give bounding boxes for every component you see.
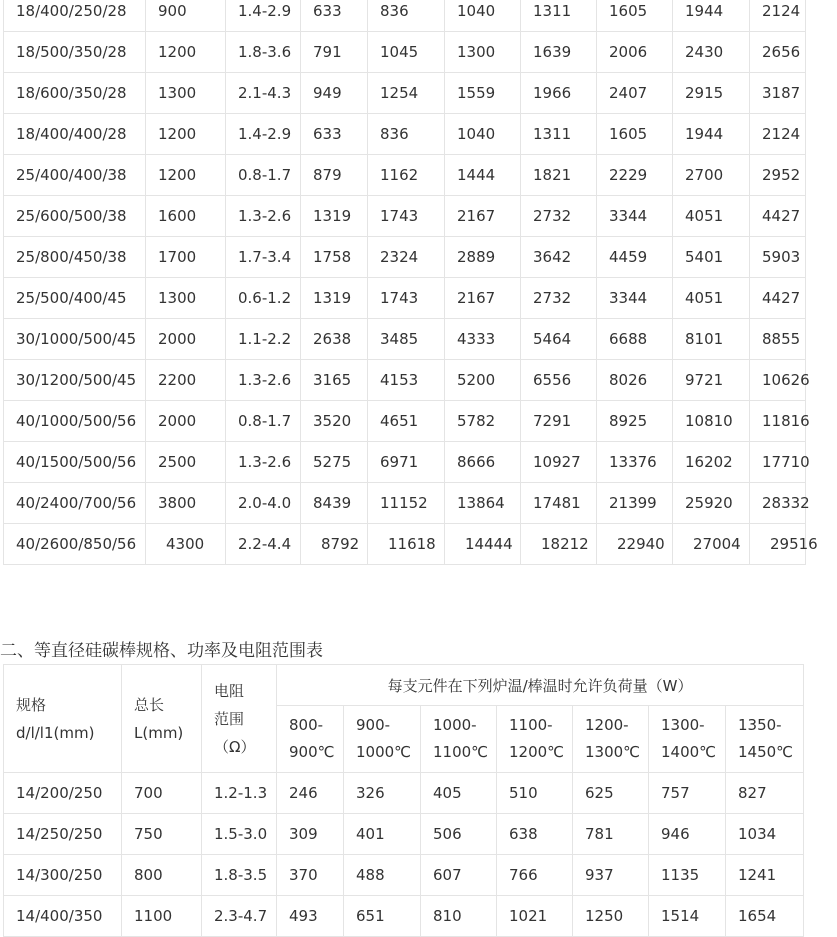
value-cell: 1135 xyxy=(649,855,726,896)
table-row xyxy=(4,360,806,401)
value-cell: 1605 xyxy=(597,114,673,155)
header-temp-range xyxy=(421,706,497,773)
value-cell: 2124 xyxy=(750,0,806,32)
value-cell: 625 xyxy=(573,773,649,814)
value-cell: 836 xyxy=(368,114,445,155)
value-cell: 1514 xyxy=(649,896,726,937)
value-cell: 309 xyxy=(277,814,344,855)
spec-cell: 40/2600/850/56 xyxy=(4,524,146,565)
header-length xyxy=(122,665,202,773)
value-cell: 1162 xyxy=(368,155,445,196)
value-cell: 10626 xyxy=(750,360,806,401)
header-temp-line: 1300℃ xyxy=(585,743,641,761)
value-cell: 2732 xyxy=(521,278,597,319)
spec-cell: 18/400/250/28 xyxy=(4,0,146,32)
value-cell: 3187 xyxy=(750,73,806,114)
value-cell: 2.0-4.0 xyxy=(226,483,301,524)
spec-cell: 18/500/350/28 xyxy=(4,32,146,73)
spec-cell: 14/200/250 xyxy=(4,773,122,814)
value-cell: 8026 xyxy=(597,360,673,401)
table-row xyxy=(4,814,804,855)
value-cell: 949 xyxy=(301,73,368,114)
spec-cell: 40/1000/500/56 xyxy=(4,401,146,442)
table-row xyxy=(4,524,806,565)
spec-cell: 30/1000/500/45 xyxy=(4,319,146,360)
value-cell: 3800 xyxy=(146,483,226,524)
value-cell: 1040 xyxy=(445,0,521,32)
value-cell: 13864 xyxy=(445,483,521,524)
spec-cell: 25/400/400/38 xyxy=(4,155,146,196)
value-cell: 0.6-1.2 xyxy=(226,278,301,319)
value-cell: 1559 xyxy=(445,73,521,114)
value-cell: 6556 xyxy=(521,360,597,401)
header-resistance xyxy=(202,665,277,773)
header-temp-line: 1100- xyxy=(509,716,553,734)
value-cell: 2952 xyxy=(750,155,806,196)
value-cell: 5464 xyxy=(521,319,597,360)
value-cell: 8439 xyxy=(301,483,368,524)
value-cell: 1319 xyxy=(301,278,368,319)
value-cell: 3165 xyxy=(301,360,368,401)
value-cell: 9721 xyxy=(673,360,750,401)
value-cell: 1639 xyxy=(521,32,597,73)
value-cell: 1200 xyxy=(146,155,226,196)
value-cell: 1600 xyxy=(146,196,226,237)
value-cell: 21399 xyxy=(597,483,673,524)
spec-cell: 40/1500/500/56 xyxy=(4,442,146,483)
table-row xyxy=(4,319,806,360)
header-temp-line: 1300- xyxy=(661,716,705,734)
value-cell: 2167 xyxy=(445,278,521,319)
value-cell: 1045 xyxy=(368,32,445,73)
value-cell: 3344 xyxy=(597,278,673,319)
value-cell: 2915 xyxy=(673,73,750,114)
value-cell: 2500 xyxy=(146,442,226,483)
header-temp-range xyxy=(726,706,804,773)
value-cell: 4427 xyxy=(750,196,806,237)
value-cell: 836 xyxy=(368,0,445,32)
value-cell: 8792 xyxy=(301,524,368,565)
value-cell: 810 xyxy=(421,896,497,937)
value-cell: 246 xyxy=(277,773,344,814)
header-temp-range xyxy=(649,706,726,773)
value-cell: 2.2-4.4 xyxy=(226,524,301,565)
value-cell: 1821 xyxy=(521,155,597,196)
value-cell: 0.8-1.7 xyxy=(226,401,301,442)
value-cell: 1.3-2.6 xyxy=(226,196,301,237)
table-row xyxy=(4,278,806,319)
value-cell: 4333 xyxy=(445,319,521,360)
value-cell: 4300 xyxy=(146,524,226,565)
value-cell: 1.3-2.6 xyxy=(226,360,301,401)
header-resistance-line3: （Ω） xyxy=(214,737,256,756)
value-cell: 633 xyxy=(301,114,368,155)
value-cell: 1254 xyxy=(368,73,445,114)
header-temp-line: 1100℃ xyxy=(433,743,489,761)
section-title: 二、等直径硅碳棒规格、功率及电阻范围表 xyxy=(0,641,323,661)
value-cell: 1.4-2.9 xyxy=(226,0,301,32)
value-cell: 781 xyxy=(573,814,649,855)
value-cell: 28332 xyxy=(750,483,806,524)
value-cell: 2229 xyxy=(597,155,673,196)
header-temp-line: 900- xyxy=(356,716,391,734)
value-cell: 0.8-1.7 xyxy=(226,155,301,196)
value-cell: 4153 xyxy=(368,360,445,401)
table-row xyxy=(4,855,804,896)
value-cell: 3344 xyxy=(597,196,673,237)
value-cell: 4651 xyxy=(368,401,445,442)
table-row xyxy=(4,401,806,442)
value-cell: 1.8-3.6 xyxy=(226,32,301,73)
value-cell: 8925 xyxy=(597,401,673,442)
header-resistance-line2: 范围 xyxy=(214,709,245,728)
value-cell: 5275 xyxy=(301,442,368,483)
header-temp-line: 1200- xyxy=(585,716,629,734)
header-temp-line: 1400℃ xyxy=(661,743,717,761)
value-cell: 607 xyxy=(421,855,497,896)
value-cell: 11816 xyxy=(750,401,806,442)
header-length-label: 总长 xyxy=(134,695,165,714)
value-cell: 1944 xyxy=(673,114,750,155)
value-cell: 1944 xyxy=(673,0,750,32)
value-cell: 29516 xyxy=(750,524,806,565)
value-cell: 17481 xyxy=(521,483,597,524)
value-cell: 370 xyxy=(277,855,344,896)
value-cell: 1.3-2.6 xyxy=(226,442,301,483)
header-spec xyxy=(4,665,122,773)
header-temp-range xyxy=(573,706,649,773)
value-cell: 25920 xyxy=(673,483,750,524)
header-temp-line: 1200℃ xyxy=(509,743,565,761)
value-cell: 2732 xyxy=(521,196,597,237)
spec-cell: 40/2400/700/56 xyxy=(4,483,146,524)
equal-diameter-rod-table xyxy=(3,664,804,937)
value-cell: 2200 xyxy=(146,360,226,401)
value-cell: 488 xyxy=(344,855,421,896)
value-cell: 4427 xyxy=(750,278,806,319)
spec-cell: 25/600/500/38 xyxy=(4,196,146,237)
value-cell: 2167 xyxy=(445,196,521,237)
value-cell: 879 xyxy=(301,155,368,196)
power-table-continued xyxy=(3,0,818,565)
value-cell: 2638 xyxy=(301,319,368,360)
value-cell: 1966 xyxy=(521,73,597,114)
value-cell: 5200 xyxy=(445,360,521,401)
table-row xyxy=(4,73,806,114)
value-cell: 757 xyxy=(649,773,726,814)
header-temp-line: 1350- xyxy=(738,716,782,734)
value-cell: 1200 xyxy=(146,32,226,73)
value-cell: 1300 xyxy=(146,73,226,114)
value-cell: 1700 xyxy=(146,237,226,278)
value-cell: 11618 xyxy=(368,524,445,565)
value-cell: 27004 xyxy=(673,524,750,565)
value-cell: 2124 xyxy=(750,114,806,155)
value-cell: 8855 xyxy=(750,319,806,360)
value-cell: 1.2-1.3 xyxy=(202,773,277,814)
value-cell: 766 xyxy=(497,855,573,896)
value-cell: 6688 xyxy=(597,319,673,360)
value-cell: 651 xyxy=(344,896,421,937)
value-cell: 8101 xyxy=(673,319,750,360)
value-cell: 2006 xyxy=(597,32,673,73)
table-row xyxy=(4,32,806,73)
value-cell: 5782 xyxy=(445,401,521,442)
value-cell: 1.5-3.0 xyxy=(202,814,277,855)
header-spec-label: 规格 xyxy=(16,695,47,714)
value-cell: 2889 xyxy=(445,237,521,278)
value-cell: 14444 xyxy=(445,524,521,565)
value-cell: 1758 xyxy=(301,237,368,278)
value-cell: 1250 xyxy=(573,896,649,937)
value-cell: 510 xyxy=(497,773,573,814)
value-cell: 1200 xyxy=(146,114,226,155)
table-row xyxy=(4,237,806,278)
value-cell: 10927 xyxy=(521,442,597,483)
value-cell: 1743 xyxy=(368,196,445,237)
header-length-unit: L(mm) xyxy=(134,723,184,742)
header-temp-line: 800- xyxy=(289,716,324,734)
spec-cell: 14/250/250 xyxy=(4,814,122,855)
header-temp-range xyxy=(277,706,344,773)
value-cell: 638 xyxy=(497,814,573,855)
value-cell: 1021 xyxy=(497,896,573,937)
value-cell: 4051 xyxy=(673,278,750,319)
value-cell: 1241 xyxy=(726,855,804,896)
value-cell: 3485 xyxy=(368,319,445,360)
header-temp-line: 1000℃ xyxy=(356,743,412,761)
value-cell: 1040 xyxy=(445,114,521,155)
spec-cell: 14/300/250 xyxy=(4,855,122,896)
value-cell: 506 xyxy=(421,814,497,855)
value-cell: 791 xyxy=(301,32,368,73)
value-cell: 800 xyxy=(122,855,202,896)
spec-cell: 18/600/350/28 xyxy=(4,73,146,114)
value-cell: 22940 xyxy=(597,524,673,565)
value-cell: 4459 xyxy=(597,237,673,278)
value-cell: 827 xyxy=(726,773,804,814)
value-cell: 1.8-3.5 xyxy=(202,855,277,896)
value-cell: 5401 xyxy=(673,237,750,278)
value-cell: 1605 xyxy=(597,0,673,32)
value-cell: 1319 xyxy=(301,196,368,237)
value-cell: 6971 xyxy=(368,442,445,483)
spec-cell: 30/1200/500/45 xyxy=(4,360,146,401)
header-temp-line: 1000- xyxy=(433,716,477,734)
table-row xyxy=(4,483,806,524)
spec-cell: 18/400/400/28 xyxy=(4,114,146,155)
value-cell: 1034 xyxy=(726,814,804,855)
value-cell: 17710 xyxy=(750,442,806,483)
header-temp-range xyxy=(344,706,421,773)
value-cell: 1.4-2.9 xyxy=(226,114,301,155)
value-cell: 1444 xyxy=(445,155,521,196)
value-cell: 13376 xyxy=(597,442,673,483)
table-row xyxy=(4,0,806,32)
value-cell: 2430 xyxy=(673,32,750,73)
value-cell: 7291 xyxy=(521,401,597,442)
table-row xyxy=(4,114,806,155)
value-cell: 2407 xyxy=(597,73,673,114)
value-cell: 700 xyxy=(122,773,202,814)
header-resistance-line1: 电阻 xyxy=(214,681,245,700)
value-cell: 1311 xyxy=(521,114,597,155)
table-row xyxy=(4,196,806,237)
value-cell: 3642 xyxy=(521,237,597,278)
value-cell: 10810 xyxy=(673,401,750,442)
spec-cell: 25/800/450/38 xyxy=(4,237,146,278)
value-cell: 1311 xyxy=(521,0,597,32)
table-row xyxy=(4,155,806,196)
value-cell: 750 xyxy=(122,814,202,855)
value-cell: 1.7-3.4 xyxy=(226,237,301,278)
value-cell: 8666 xyxy=(445,442,521,483)
value-cell: 2.3-4.7 xyxy=(202,896,277,937)
value-cell: 2324 xyxy=(368,237,445,278)
value-cell: 1743 xyxy=(368,278,445,319)
value-cell: 18212 xyxy=(521,524,597,565)
value-cell: 1300 xyxy=(146,278,226,319)
value-cell: 900 xyxy=(146,0,226,32)
value-cell: 1300 xyxy=(445,32,521,73)
value-cell: 493 xyxy=(277,896,344,937)
value-cell: 2000 xyxy=(146,319,226,360)
value-cell: 326 xyxy=(344,773,421,814)
value-cell: 2.1-4.3 xyxy=(226,73,301,114)
header-load-group: 每支元件在下列炉温/棒温时允许负荷量（W） xyxy=(277,665,804,706)
value-cell: 2700 xyxy=(673,155,750,196)
header-temp-range xyxy=(497,706,573,773)
table-row xyxy=(4,896,804,937)
value-cell: 633 xyxy=(301,0,368,32)
value-cell: 2656 xyxy=(750,32,806,73)
value-cell: 3520 xyxy=(301,401,368,442)
value-cell: 16202 xyxy=(673,442,750,483)
value-cell: 2000 xyxy=(146,401,226,442)
value-cell: 5903 xyxy=(750,237,806,278)
value-cell: 4051 xyxy=(673,196,750,237)
spec-cell: 25/500/400/45 xyxy=(4,278,146,319)
header-temp-line: 900℃ xyxy=(289,743,335,761)
value-cell: 946 xyxy=(649,814,726,855)
value-cell: 401 xyxy=(344,814,421,855)
header-spec-unit: d/l/l1(mm) xyxy=(16,723,95,742)
value-cell: 1654 xyxy=(726,896,804,937)
value-cell: 937 xyxy=(573,855,649,896)
value-cell: 1100 xyxy=(122,896,202,937)
table-row xyxy=(4,442,806,483)
table-row xyxy=(4,773,804,814)
value-cell: 405 xyxy=(421,773,497,814)
header-temp-line: 1450℃ xyxy=(738,743,794,761)
value-cell: 1.1-2.2 xyxy=(226,319,301,360)
value-cell: 11152 xyxy=(368,483,445,524)
spec-cell: 14/400/350 xyxy=(4,896,122,937)
